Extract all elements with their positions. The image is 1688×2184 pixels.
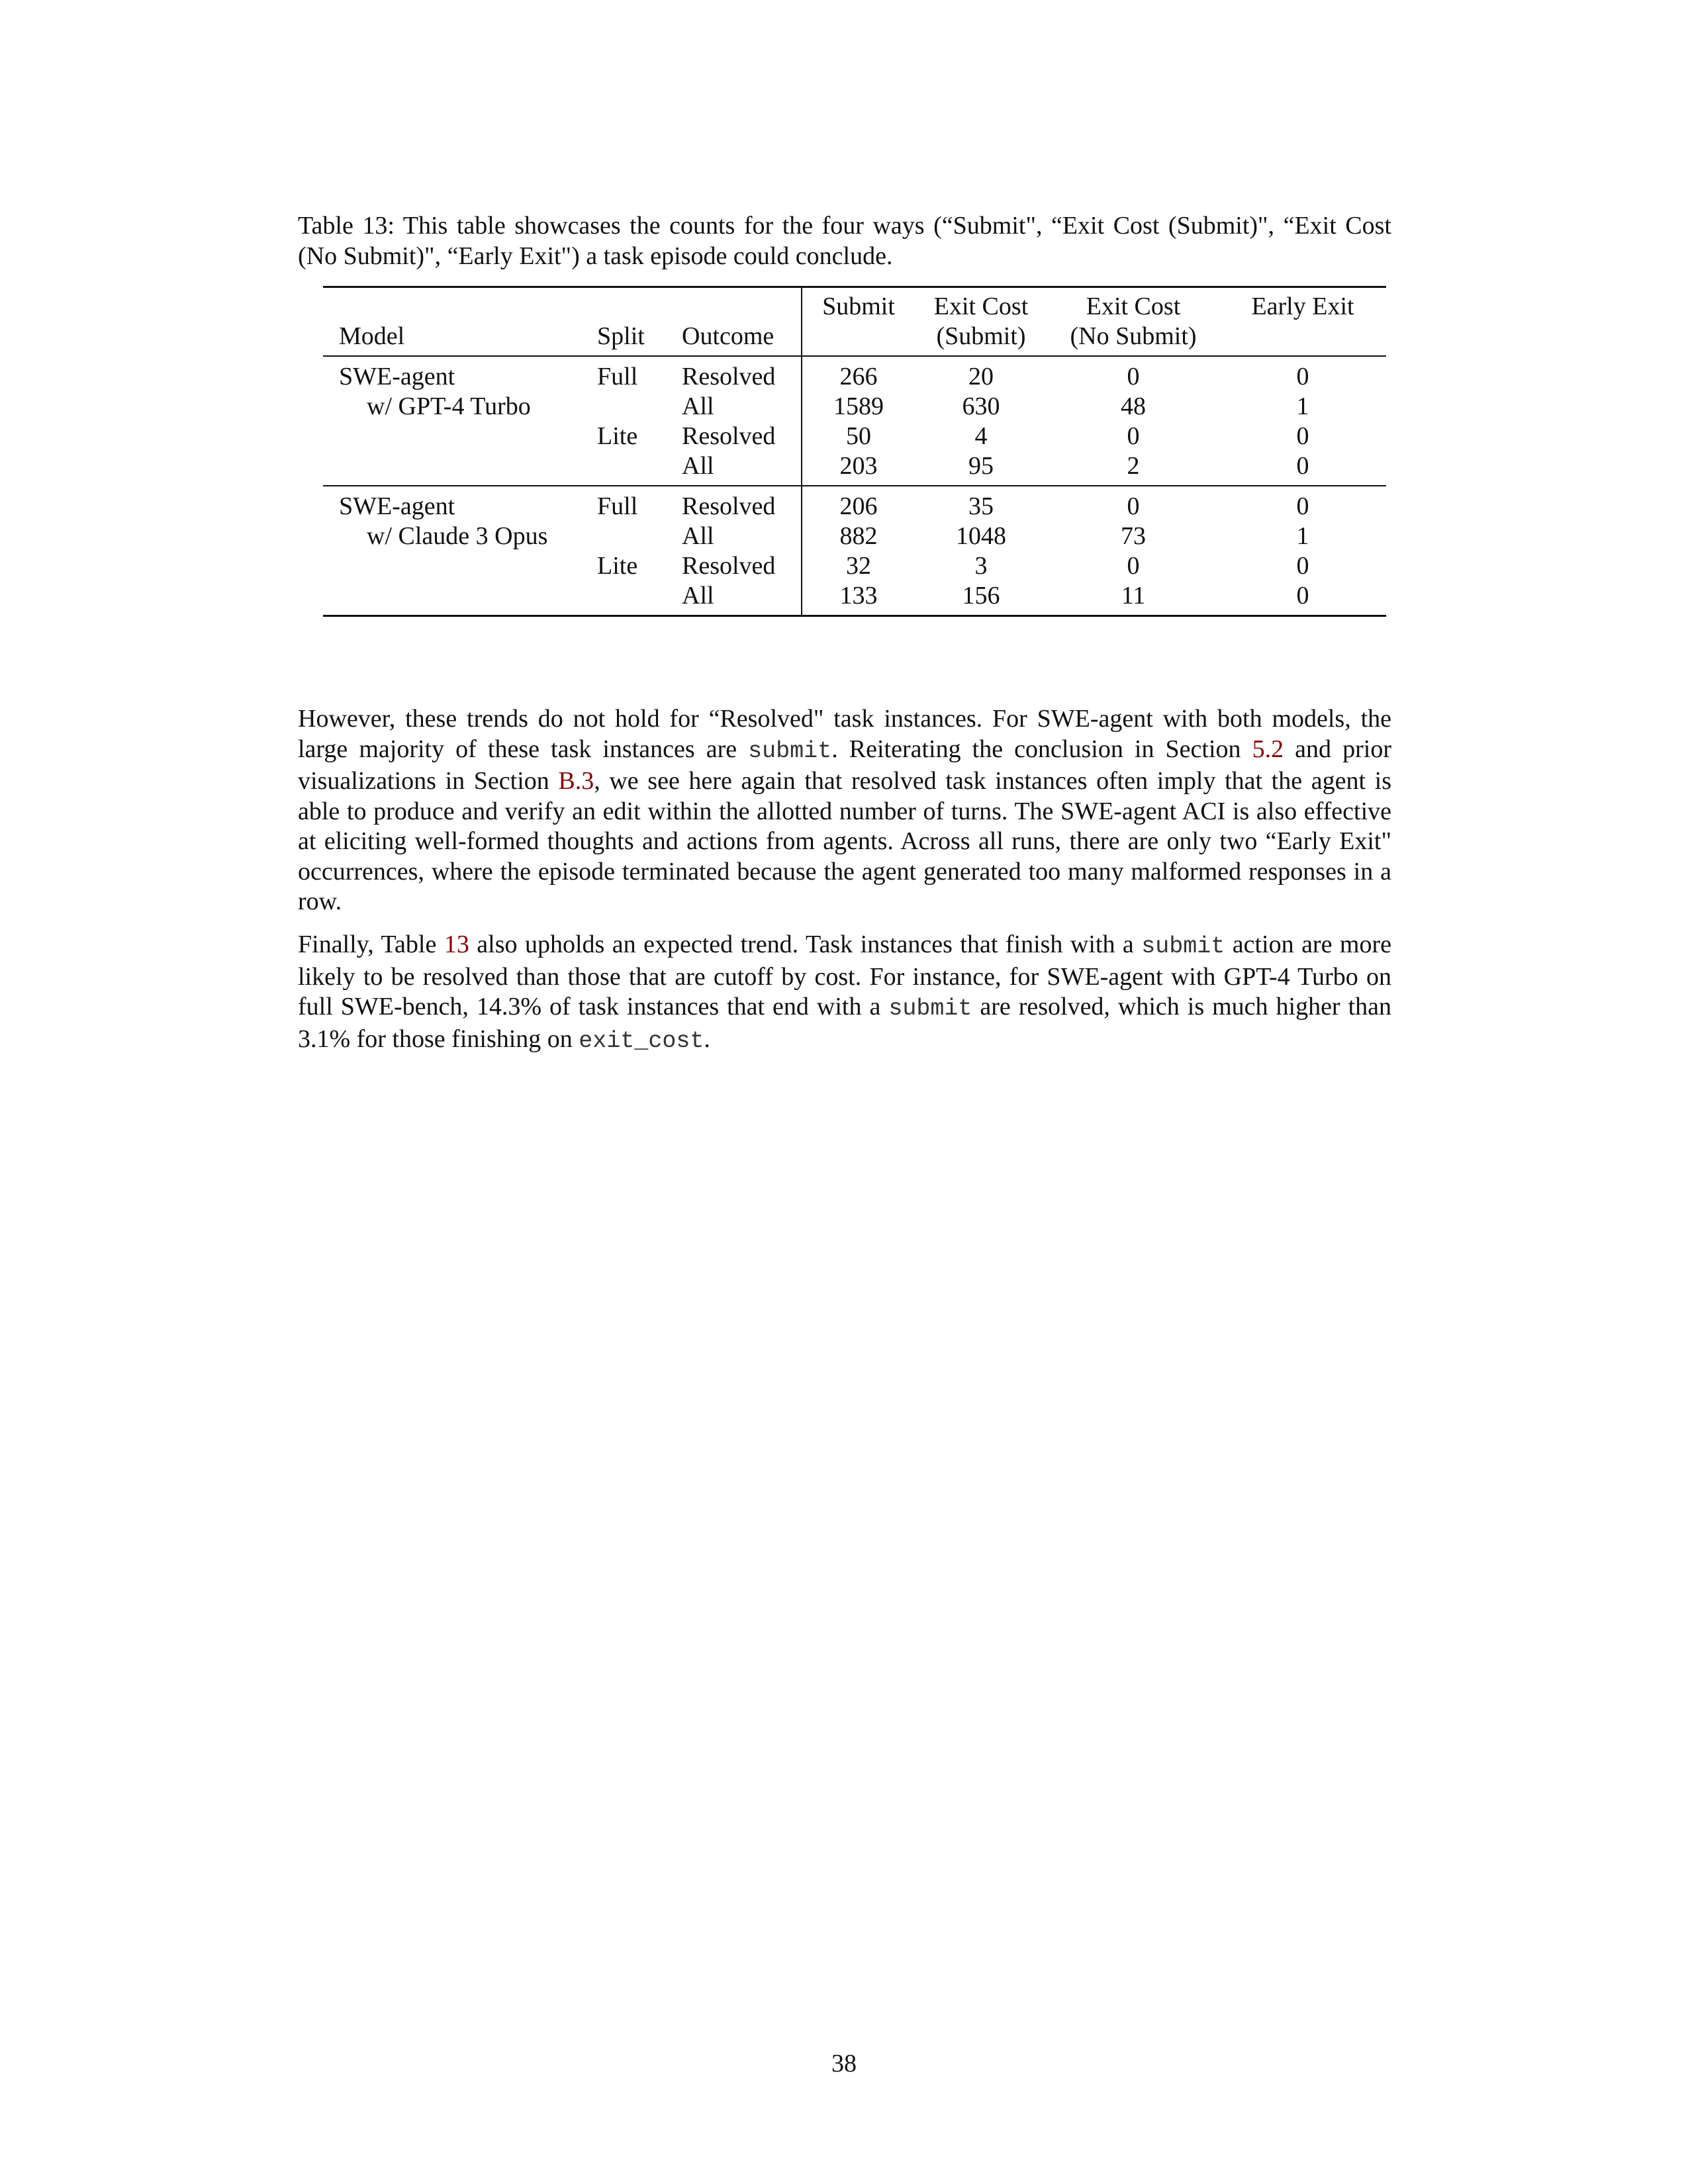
header-split: Split <box>597 322 682 356</box>
header-model: Model <box>323 322 597 356</box>
submit-cell: 206 <box>839 492 878 520</box>
early-exit-cell: 0 <box>1219 451 1386 486</box>
early-exit-cell: 0 <box>1219 581 1386 616</box>
split-cell <box>597 522 682 551</box>
exit-cost-nosubmit-cell: 73 <box>1121 522 1146 550</box>
outcome-cell: All <box>682 522 802 551</box>
outcome-cell: Resolved <box>682 356 802 392</box>
header-submit: Submit <box>802 287 915 322</box>
split-cell: Lite <box>597 422 638 450</box>
code-submit: submit <box>748 737 832 764</box>
exit-cost-nosubmit-cell: 0 <box>1127 422 1140 450</box>
submit-cell: 882 <box>839 522 878 550</box>
split-cell: Full <box>597 363 638 390</box>
exit-cost-nosubmit-cell: 2 <box>1047 451 1219 486</box>
submit-cell: 1589 <box>833 392 884 420</box>
table-row <box>323 392 1386 422</box>
exit-cost-nosubmit-cell: 11 <box>1047 581 1219 616</box>
table-group-gpt4 <box>323 356 1386 486</box>
header-exit-cost-submit-line1: Exit Cost <box>915 287 1047 322</box>
submit-cell: 50 <box>846 422 871 450</box>
header-exit-cost-nosubmit-line2: (No Submit) <box>1047 322 1219 356</box>
percentage-value: 14.3% <box>476 993 541 1021</box>
header-exit-cost-submit-line2: (Submit) <box>915 322 1047 356</box>
outcome-cell: All <box>682 392 802 422</box>
split-cell: Lite <box>597 552 638 580</box>
table-row <box>323 422 1386 451</box>
early-exit-cell: 1 <box>1296 392 1309 420</box>
outcome-cell: All <box>682 451 802 486</box>
section-ref-link[interactable]: 5.2 <box>1252 735 1284 763</box>
code-submit: submit <box>888 995 972 1022</box>
exit-cost-nosubmit-cell: 48 <box>1121 392 1146 420</box>
results-table <box>323 286 1386 617</box>
outcome-cell: All <box>682 581 802 616</box>
header-early-exit: Early Exit <box>1219 287 1386 322</box>
exit-cost-submit-cell: 156 <box>915 581 1047 616</box>
exit-cost-nosubmit-cell: 0 <box>1127 492 1140 520</box>
table-caption: Table 13: This table showcases the counts for the four ways (“Submit", “Exit Cost (Submit)", “Exit Cost (No Submit)", “Early Exit") a task episode could conclude. <box>298 212 1391 270</box>
outcome-cell: Resolved <box>682 551 802 581</box>
split-cell <box>597 451 682 486</box>
table-row <box>323 356 1386 392</box>
table-row <box>323 581 1386 616</box>
exit-cost-submit-cell: 35 <box>968 492 994 520</box>
split-cell <box>597 581 682 616</box>
exit-cost-nosubmit-cell: 0 <box>1127 552 1140 580</box>
exit-cost-submit-cell: 3 <box>974 552 988 580</box>
table-group-claude <box>323 486 1386 616</box>
table-row <box>323 522 1386 551</box>
results-table-wrapper <box>323 286 1369 617</box>
code-submit: submit <box>1141 933 1225 960</box>
exit-cost-submit-cell: 4 <box>974 422 988 450</box>
header-exit-cost-nosubmit-line1: Exit Cost <box>1047 287 1219 322</box>
table-row <box>323 451 1386 486</box>
exit-cost-submit-cell: 95 <box>915 451 1047 486</box>
exit-cost-submit-cell: 1048 <box>956 522 1006 550</box>
model-name-sub: w/ Claude 3 Opus <box>367 522 548 550</box>
submit-cell: 133 <box>802 581 915 616</box>
model-name: SWE-agent <box>339 363 455 390</box>
paragraph-expected-trend: Finally, Table 13 also upholds an expected trend. Task instances that finish with a submit action are more likely to be resolved than those that are cutoff by cost. For instance, for SWE-agent with GPT-4 Turbo on full SWE-bench, 14.3% of task instances that end with a submit are resolved, which is much higher than 3.1% for those finishing on exit_cost. <box>298 931 1391 1054</box>
model-name: SWE-agent <box>339 492 455 520</box>
section-ref-link[interactable]: B.3 <box>558 767 594 795</box>
page-number: 38 <box>831 2050 857 2077</box>
exit-cost-nosubmit-cell: 0 <box>1127 363 1140 390</box>
table-ref-link[interactable]: 13 <box>444 931 469 958</box>
submit-cell: 203 <box>802 451 915 486</box>
table-row <box>323 486 1386 522</box>
early-exit-cell: 0 <box>1296 492 1309 520</box>
table-row <box>323 551 1386 581</box>
exit-cost-submit-cell: 20 <box>968 363 994 390</box>
submit-cell: 266 <box>839 363 878 390</box>
early-exit-cell: 0 <box>1296 363 1309 390</box>
model-name-sub: w/ GPT-4 Turbo <box>367 392 531 420</box>
early-exit-cell: 0 <box>1296 422 1309 450</box>
outcome-cell: Resolved <box>682 486 802 522</box>
split-cell <box>597 392 682 422</box>
outcome-cell: Resolved <box>682 422 802 451</box>
code-exit-cost: exit_cost <box>579 1027 704 1054</box>
early-exit-cell: 0 <box>1296 552 1309 580</box>
header-outcome: Outcome <box>682 322 802 356</box>
submit-cell: 32 <box>846 552 871 580</box>
early-exit-cell: 1 <box>1296 522 1309 550</box>
split-cell: Full <box>597 492 638 520</box>
exit-cost-submit-cell: 630 <box>962 392 1000 420</box>
paragraph-resolved-trends: However, these trends do not hold for “Resolved" task instances. For SWE-agent with both models, the large majority of these task instances are submit. Reiterating the conclusion in Section 5.2 and prior visualizations in Section B.3, we see here again that resolved task instances often imply that the agent is able to produce and verify an edit within the allotted number of turns. The SWE-agent ACI is also effective at eliciting well-formed thoughts and actions from agents. Across all runs, there are only two “Early Exit" occurrences, where the episode terminated because the agent generated too many malformed responses in a row. <box>298 705 1391 915</box>
